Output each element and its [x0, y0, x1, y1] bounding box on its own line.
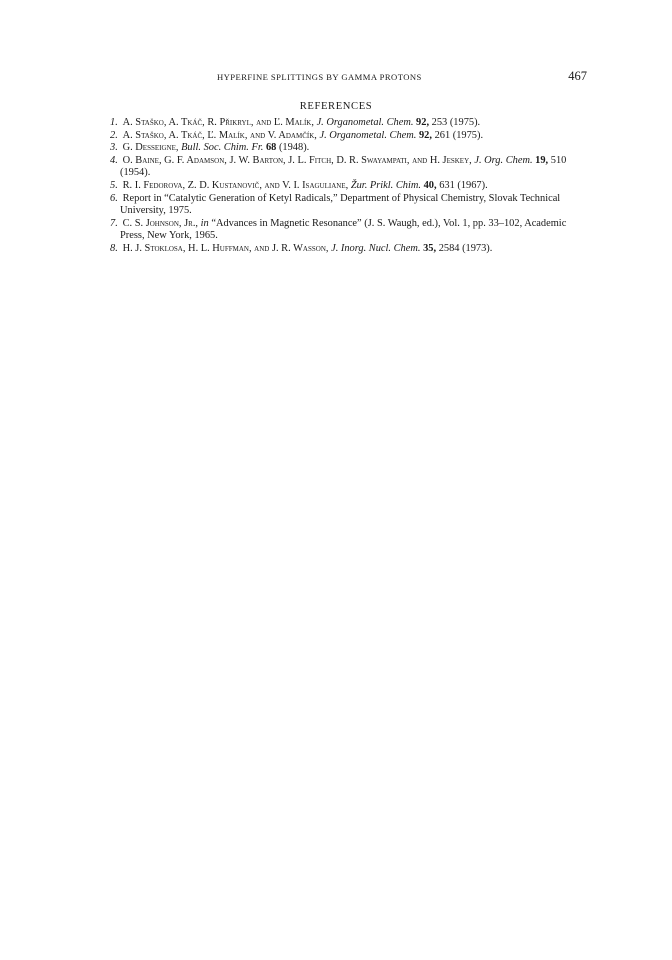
reference-rest: 253 (1975). — [431, 117, 481, 128]
reference-authors: A. Staško, A. Tkáč, Ľ. Malík, and V. Adamčík, — [122, 129, 317, 141]
reference-item — [91, 243, 587, 256]
reference-number: 3. — [110, 142, 118, 154]
reference-rest: 631 (1967). — [439, 179, 488, 191]
reference-volume: 68 — [265, 142, 277, 154]
page-header — [91, 69, 587, 85]
reference-item — [91, 180, 587, 193]
reference-text: Report in “Catalytic Generation of Ketyl Radicals,” Department of Physical Chemistry, Slovak Technical University, 1975. — [120, 192, 561, 217]
reference-journal: J. Org. Chem. — [474, 154, 533, 166]
reference-rest: 2584 (1973). — [438, 242, 493, 254]
reference-authors: G. Desseigne, — [122, 142, 179, 154]
reference-journal: Bull. Soc. Chim. Fr. — [181, 142, 264, 154]
reference-item — [91, 155, 587, 180]
reference-number: 1. — [110, 117, 118, 128]
reference-item — [91, 193, 587, 218]
page-number: 467 — [568, 69, 587, 83]
reference-authors: O. Baine, G. F. Adamson, J. W. Barton, J. L. Fitch, D. R. Swayampati, and H. Jeskey, — [122, 154, 472, 166]
reference-authors: R. I. Fedorova, Z. D. Kustanovič, and V. I. Isaguliane, — [122, 179, 349, 191]
reference-number: 6. — [110, 192, 118, 204]
reference-rest: “Advances in Magnetic Resonance” (J. S. Waugh, ed.), Vol. 1, pp. 33–102, Academic Press, New York, 1965. — [120, 217, 567, 242]
reference-item — [91, 142, 587, 155]
reference-journal: J. Inorg. Nucl. Chem. — [331, 242, 421, 254]
reference-journal: J. Organometal. Chem. — [316, 117, 414, 128]
reference-number: 4. — [110, 154, 118, 166]
reference-volume: 92, — [418, 129, 432, 141]
references-list — [91, 117, 587, 256]
reference-number: 7. — [110, 217, 118, 229]
reference-rest: 261 (1975). — [434, 129, 484, 141]
running-head: HYPERFINE SPLITTINGS BY GAMMA PROTONS — [217, 72, 422, 82]
reference-volume: 92, — [416, 117, 430, 128]
reference-item — [91, 117, 587, 130]
reference-journal: J. Organometal. Chem. — [319, 129, 417, 141]
reference-number: 5. — [110, 179, 118, 191]
reference-rest: 510 (1954). — [120, 154, 567, 179]
reference-volume: 40, — [423, 179, 437, 191]
reference-number: 8. — [110, 242, 118, 254]
reference-number: 2. — [110, 129, 118, 141]
reference-authors: H. J. Stoklosa, H. L. Huffman, and J. R. Wasson, — [122, 242, 329, 254]
reference-authors: A. Staško, A. Tkáč, R. Přikryl, and Ľ. Malík, — [122, 117, 314, 128]
reference-authors: C. S. Johnson, Jr., — [122, 217, 199, 229]
reference-volume: 35, — [423, 242, 437, 254]
reference-item — [91, 130, 587, 143]
reference-item — [91, 218, 587, 243]
reference-journal: in — [200, 217, 209, 229]
reference-volume: 19, — [535, 154, 549, 166]
reference-journal: Žur. Prikl. Chim. — [350, 179, 421, 191]
reference-rest: (1948). — [278, 142, 310, 154]
references-heading: REFERENCES — [299, 101, 373, 112]
